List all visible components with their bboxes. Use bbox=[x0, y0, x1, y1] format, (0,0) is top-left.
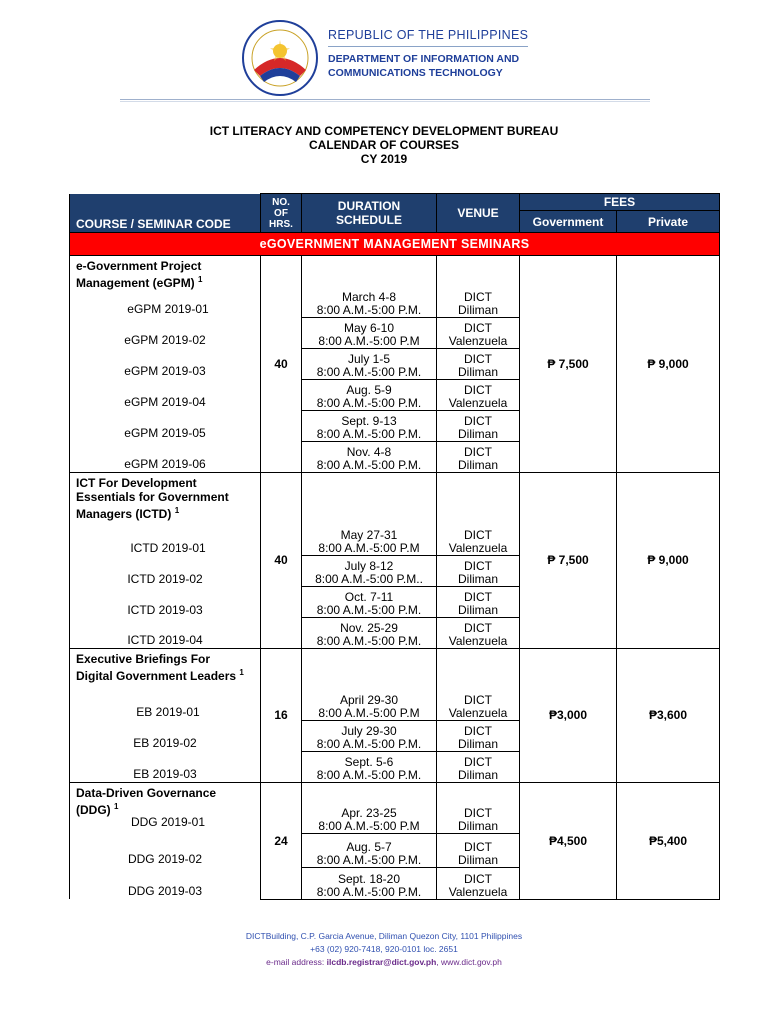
session-code: eGPM 2019-04 bbox=[70, 379, 261, 410]
session-code: EB 2019-01 bbox=[136, 705, 200, 719]
header-rule bbox=[120, 99, 650, 100]
venue-org: DICT bbox=[464, 871, 492, 886]
schedule-cell bbox=[302, 587, 437, 618]
venue-location: Diliman bbox=[457, 603, 498, 617]
course-group-cell bbox=[70, 472, 261, 556]
schedule-date: July 8-12 bbox=[344, 559, 394, 573]
footnote-marker: 1 bbox=[239, 668, 244, 677]
footnote-marker: 1 bbox=[174, 505, 180, 515]
dict-seal-logo bbox=[240, 18, 320, 98]
schedule-date: March 4-8 bbox=[341, 289, 397, 304]
department-line-2: COMMUNICATIONS TECHNOLOGY bbox=[328, 67, 503, 79]
session-code: DDG 2019-02 bbox=[70, 833, 261, 867]
schedule-cell bbox=[302, 833, 437, 867]
venue-org: DICT bbox=[464, 351, 492, 366]
private-fee-cell: ₱5,400 bbox=[617, 782, 720, 899]
venue-org: DICT bbox=[464, 413, 492, 428]
venue-cell bbox=[437, 587, 520, 618]
schedule-date: April 29-30 bbox=[339, 692, 399, 707]
venue-cell bbox=[437, 348, 520, 379]
session-row bbox=[70, 782, 720, 833]
schedule-time: 8:00 A.M.-5:00 P.M. bbox=[316, 457, 422, 472]
session-code: ICTD 2019-02 bbox=[70, 556, 261, 587]
hours-cell: 40 bbox=[261, 256, 302, 473]
email-label: e-mail address: bbox=[266, 957, 327, 967]
venue-cell bbox=[437, 556, 520, 587]
schedule-time: 8:00 A.M.-5:00 P.M. bbox=[316, 852, 422, 867]
schedule-date: Sept. 18-20 bbox=[337, 871, 401, 886]
venue-location: Diliman bbox=[457, 426, 498, 441]
venue-cell bbox=[437, 867, 520, 899]
course-calendar-table bbox=[69, 193, 720, 900]
venue-location: Diliman bbox=[457, 736, 498, 751]
venue-location: Diliman bbox=[457, 364, 498, 379]
letterhead-divider bbox=[328, 46, 528, 47]
footer-separator: , bbox=[436, 957, 442, 967]
course-title-line: e-Government Project bbox=[76, 259, 202, 273]
schedule-date: Nov. 4-8 bbox=[346, 444, 392, 459]
venue-cell bbox=[437, 379, 520, 410]
schedule-date: Oct. 7-11 bbox=[344, 590, 394, 604]
session-code: ICTD 2019-01 bbox=[130, 540, 206, 555]
venue-cell bbox=[437, 649, 520, 721]
letterhead bbox=[230, 18, 530, 93]
venue-org: DICT bbox=[464, 621, 492, 635]
schedule-cell bbox=[302, 256, 437, 318]
hours-cell: 24 bbox=[261, 782, 302, 899]
document-title bbox=[0, 124, 768, 166]
course-title-line: Digital Government Leaders $^1$ bbox=[76, 668, 244, 683]
session-row bbox=[70, 649, 720, 721]
venue-org: DICT bbox=[464, 754, 492, 769]
session-code: DDG 2019-01 bbox=[130, 814, 206, 829]
venue-org: DICT bbox=[464, 805, 492, 820]
schedule-time: 8:00 A.M.-5:00 P.M.. bbox=[315, 572, 423, 586]
schedule-cell bbox=[302, 649, 437, 721]
session-code: ICTD 2019-03 bbox=[70, 587, 261, 618]
course-title-line: Data-Driven Governance bbox=[76, 785, 217, 800]
department-line-1: DEPARTMENT OF INFORMATION AND bbox=[328, 53, 520, 65]
schedule-cell bbox=[302, 441, 437, 472]
venue-cell bbox=[437, 317, 520, 348]
venue-cell bbox=[437, 256, 520, 318]
header-rule-shadow bbox=[120, 101, 650, 102]
session-code: eGPM 2019-03 bbox=[70, 348, 261, 379]
course-group-cell bbox=[70, 649, 261, 721]
header-private: Private bbox=[617, 211, 720, 233]
venue-org: DICT bbox=[464, 723, 492, 738]
schedule-time: 8:00 A.M.-5:00 P.M bbox=[318, 705, 420, 720]
section-banner: eGOVERNMENT MANAGEMENT SEMINARS bbox=[70, 233, 720, 256]
venue-location: Valenzuela bbox=[448, 884, 508, 899]
venue-location: Valenzuela bbox=[448, 705, 508, 720]
schedule-cell bbox=[302, 556, 437, 587]
section-banner-row bbox=[70, 233, 720, 256]
schedule-time: 8:00 A.M.-5:00 P.M bbox=[318, 541, 420, 555]
session-code: eGPM 2019-06 bbox=[70, 441, 261, 472]
schedule-date: Sept. 9-13 bbox=[341, 413, 397, 428]
schedule-date: Aug. 5-9 bbox=[346, 382, 392, 397]
government-fee-cell: ₱ 7,500 bbox=[520, 472, 617, 649]
header-course-code: COURSE / SEMINAR CODE bbox=[70, 194, 261, 233]
venue-org: DICT bbox=[464, 528, 492, 542]
venue-location: Diliman bbox=[457, 767, 498, 782]
footer-address: DICTBuilding, C.P. Garcia Avenue, Diliman Quezon City, 1101 Philippines bbox=[245, 931, 523, 941]
footnote-marker: 1 bbox=[198, 275, 203, 284]
header-hours: NO. OF HRS. bbox=[261, 194, 302, 233]
header-fees: FEES bbox=[520, 194, 720, 211]
venue-location: Valenzuela bbox=[448, 333, 508, 348]
schedule-cell bbox=[302, 782, 437, 833]
header-venue: VENUE bbox=[437, 194, 520, 233]
schedule-time: 8:00 A.M.-5:00 P.M. bbox=[316, 767, 422, 782]
footer-contact bbox=[0, 956, 768, 969]
session-code: DDG 2019-03 bbox=[70, 867, 261, 899]
footnote-marker: 1 bbox=[114, 801, 119, 811]
hours-cell: 16 bbox=[261, 649, 302, 783]
email-link[interactable]: ilcdb.registrar@dict.gov.ph bbox=[326, 957, 437, 967]
venue-org: DICT bbox=[464, 320, 492, 335]
venue-location: Diliman bbox=[457, 302, 498, 317]
schedule-date: May 6-10 bbox=[343, 320, 395, 335]
private-fee-cell: ₱ 9,000 bbox=[617, 256, 720, 473]
venue-location: Diliman bbox=[457, 818, 498, 833]
schedule-time: 8:00 A.M.-5:00 P.M. bbox=[316, 884, 422, 899]
schedule-time: 8:00 A.M.-5:00 P.M. bbox=[316, 634, 422, 648]
venue-location: Diliman bbox=[457, 572, 498, 586]
schedule-cell bbox=[302, 472, 437, 556]
course-title-line: Executive Briefings For bbox=[76, 652, 211, 666]
venue-cell bbox=[437, 751, 520, 782]
calendar-title: CALENDAR OF COURSES bbox=[308, 138, 459, 152]
course-title-line: ICT For Development bbox=[76, 475, 197, 490]
course-title-line: Managers (ICTD) $^1$ bbox=[76, 505, 180, 521]
venue-org: DICT bbox=[464, 382, 492, 397]
venue-cell bbox=[437, 472, 520, 556]
venue-org: DICT bbox=[464, 590, 492, 604]
schedule-cell bbox=[302, 379, 437, 410]
course-title bbox=[76, 476, 260, 521]
groups-body bbox=[70, 256, 720, 900]
venue-org: DICT bbox=[464, 839, 492, 854]
venue-location: Valenzuela bbox=[448, 395, 508, 410]
course-group-cell bbox=[70, 782, 261, 833]
table-header-row bbox=[70, 194, 720, 211]
course-title-line: Essentials for Government bbox=[76, 489, 229, 504]
course-title-line: (DDG) $^1$ bbox=[76, 801, 119, 817]
venue-cell bbox=[437, 782, 520, 833]
schedule-time: 8:00 A.M.-5:00 P.M bbox=[318, 818, 420, 833]
schedule-date: Nov. 25-29 bbox=[340, 621, 398, 635]
course-group-cell bbox=[70, 256, 261, 318]
schedule-time: 8:00 A.M.-5:00 P.M. bbox=[316, 364, 422, 379]
schedule-cell bbox=[302, 618, 437, 649]
session-code: eGPM 2019-02 bbox=[70, 317, 261, 348]
venue-cell bbox=[437, 618, 520, 649]
footer-phone: +63 (02) 920-7418, 920-0101 loc. 2651 bbox=[310, 944, 458, 954]
schedule-date: July 29-30 bbox=[341, 723, 397, 738]
schedule-date: July 1-5 bbox=[347, 351, 391, 366]
session-code: EB 2019-03 bbox=[70, 751, 261, 782]
venue-org: DICT bbox=[464, 289, 492, 304]
private-fee-cell: ₱3,600 bbox=[617, 649, 720, 783]
schedule-time: 8:00 A.M.-5:00 P.M. bbox=[316, 426, 422, 441]
header-duration: DURATION SCHEDULE bbox=[302, 194, 437, 233]
schedule-cell bbox=[302, 317, 437, 348]
bureau-title: ICT LITERACY AND COMPETENCY DEVELOPMENT BUREAU bbox=[209, 124, 559, 138]
venue-cell bbox=[437, 720, 520, 751]
venue-cell bbox=[437, 833, 520, 867]
schedule-cell bbox=[302, 410, 437, 441]
venue-org: DICT bbox=[464, 559, 492, 573]
session-code: EB 2019-02 bbox=[70, 720, 261, 751]
venue-cell bbox=[437, 441, 520, 472]
schedule-cell bbox=[302, 751, 437, 782]
schedule-time: 8:00 A.M.-5:00 P.M. bbox=[316, 736, 422, 751]
header-government: Government bbox=[520, 211, 617, 233]
website-link[interactable]: www.dict.gov.ph bbox=[441, 957, 502, 967]
course-title bbox=[76, 786, 260, 817]
venue-location: Valenzuela bbox=[448, 541, 508, 555]
schedule-time: 8:00 A.M.-5:00 P.M. bbox=[316, 302, 422, 317]
schedule-date: May 27-31 bbox=[340, 528, 398, 542]
schedule-cell bbox=[302, 348, 437, 379]
schedule-cell bbox=[302, 867, 437, 899]
session-row bbox=[70, 256, 720, 318]
course-title bbox=[76, 652, 260, 683]
session-code: ICTD 2019-04 bbox=[70, 618, 261, 649]
hours-cell: 40 bbox=[261, 472, 302, 649]
venue-location: Diliman bbox=[457, 457, 498, 472]
venue-org: DICT bbox=[464, 692, 492, 707]
schedule-date: Aug. 5-7 bbox=[346, 839, 392, 854]
venue-org: DICT bbox=[464, 444, 492, 459]
government-fee-cell: ₱3,000 bbox=[520, 649, 617, 783]
government-fee-cell: ₱4,500 bbox=[520, 782, 617, 899]
venue-location: Valenzuela bbox=[448, 634, 508, 648]
republic-label: REPUBLIC OF THE PHILIPPINES bbox=[328, 28, 529, 42]
course-title-line: Management (eGPM) $^1$ bbox=[76, 275, 203, 290]
schedule-time: 8:00 A.M.-5:00 P.M. bbox=[316, 395, 422, 410]
session-code: eGPM 2019-05 bbox=[70, 410, 261, 441]
schedule-time: 8:00 A.M.-5:00 P.M. bbox=[316, 603, 422, 617]
venue-location: Diliman bbox=[457, 852, 498, 867]
schedule-cell bbox=[302, 720, 437, 751]
session-row bbox=[70, 472, 720, 556]
schedule-date: Sept. 5-6 bbox=[344, 754, 394, 769]
schedule-time: 8:00 A.M.-5:00 P.M bbox=[318, 333, 420, 348]
government-fee-cell: ₱ 7,500 bbox=[520, 256, 617, 473]
schedule-date: Apr. 23-25 bbox=[341, 805, 397, 820]
course-title bbox=[76, 259, 260, 290]
year-title: CY 2019 bbox=[360, 152, 408, 166]
footer bbox=[0, 930, 768, 969]
session-code: eGPM 2019-01 bbox=[127, 302, 209, 316]
venue-cell bbox=[437, 410, 520, 441]
private-fee-cell: ₱ 9,000 bbox=[617, 472, 720, 649]
